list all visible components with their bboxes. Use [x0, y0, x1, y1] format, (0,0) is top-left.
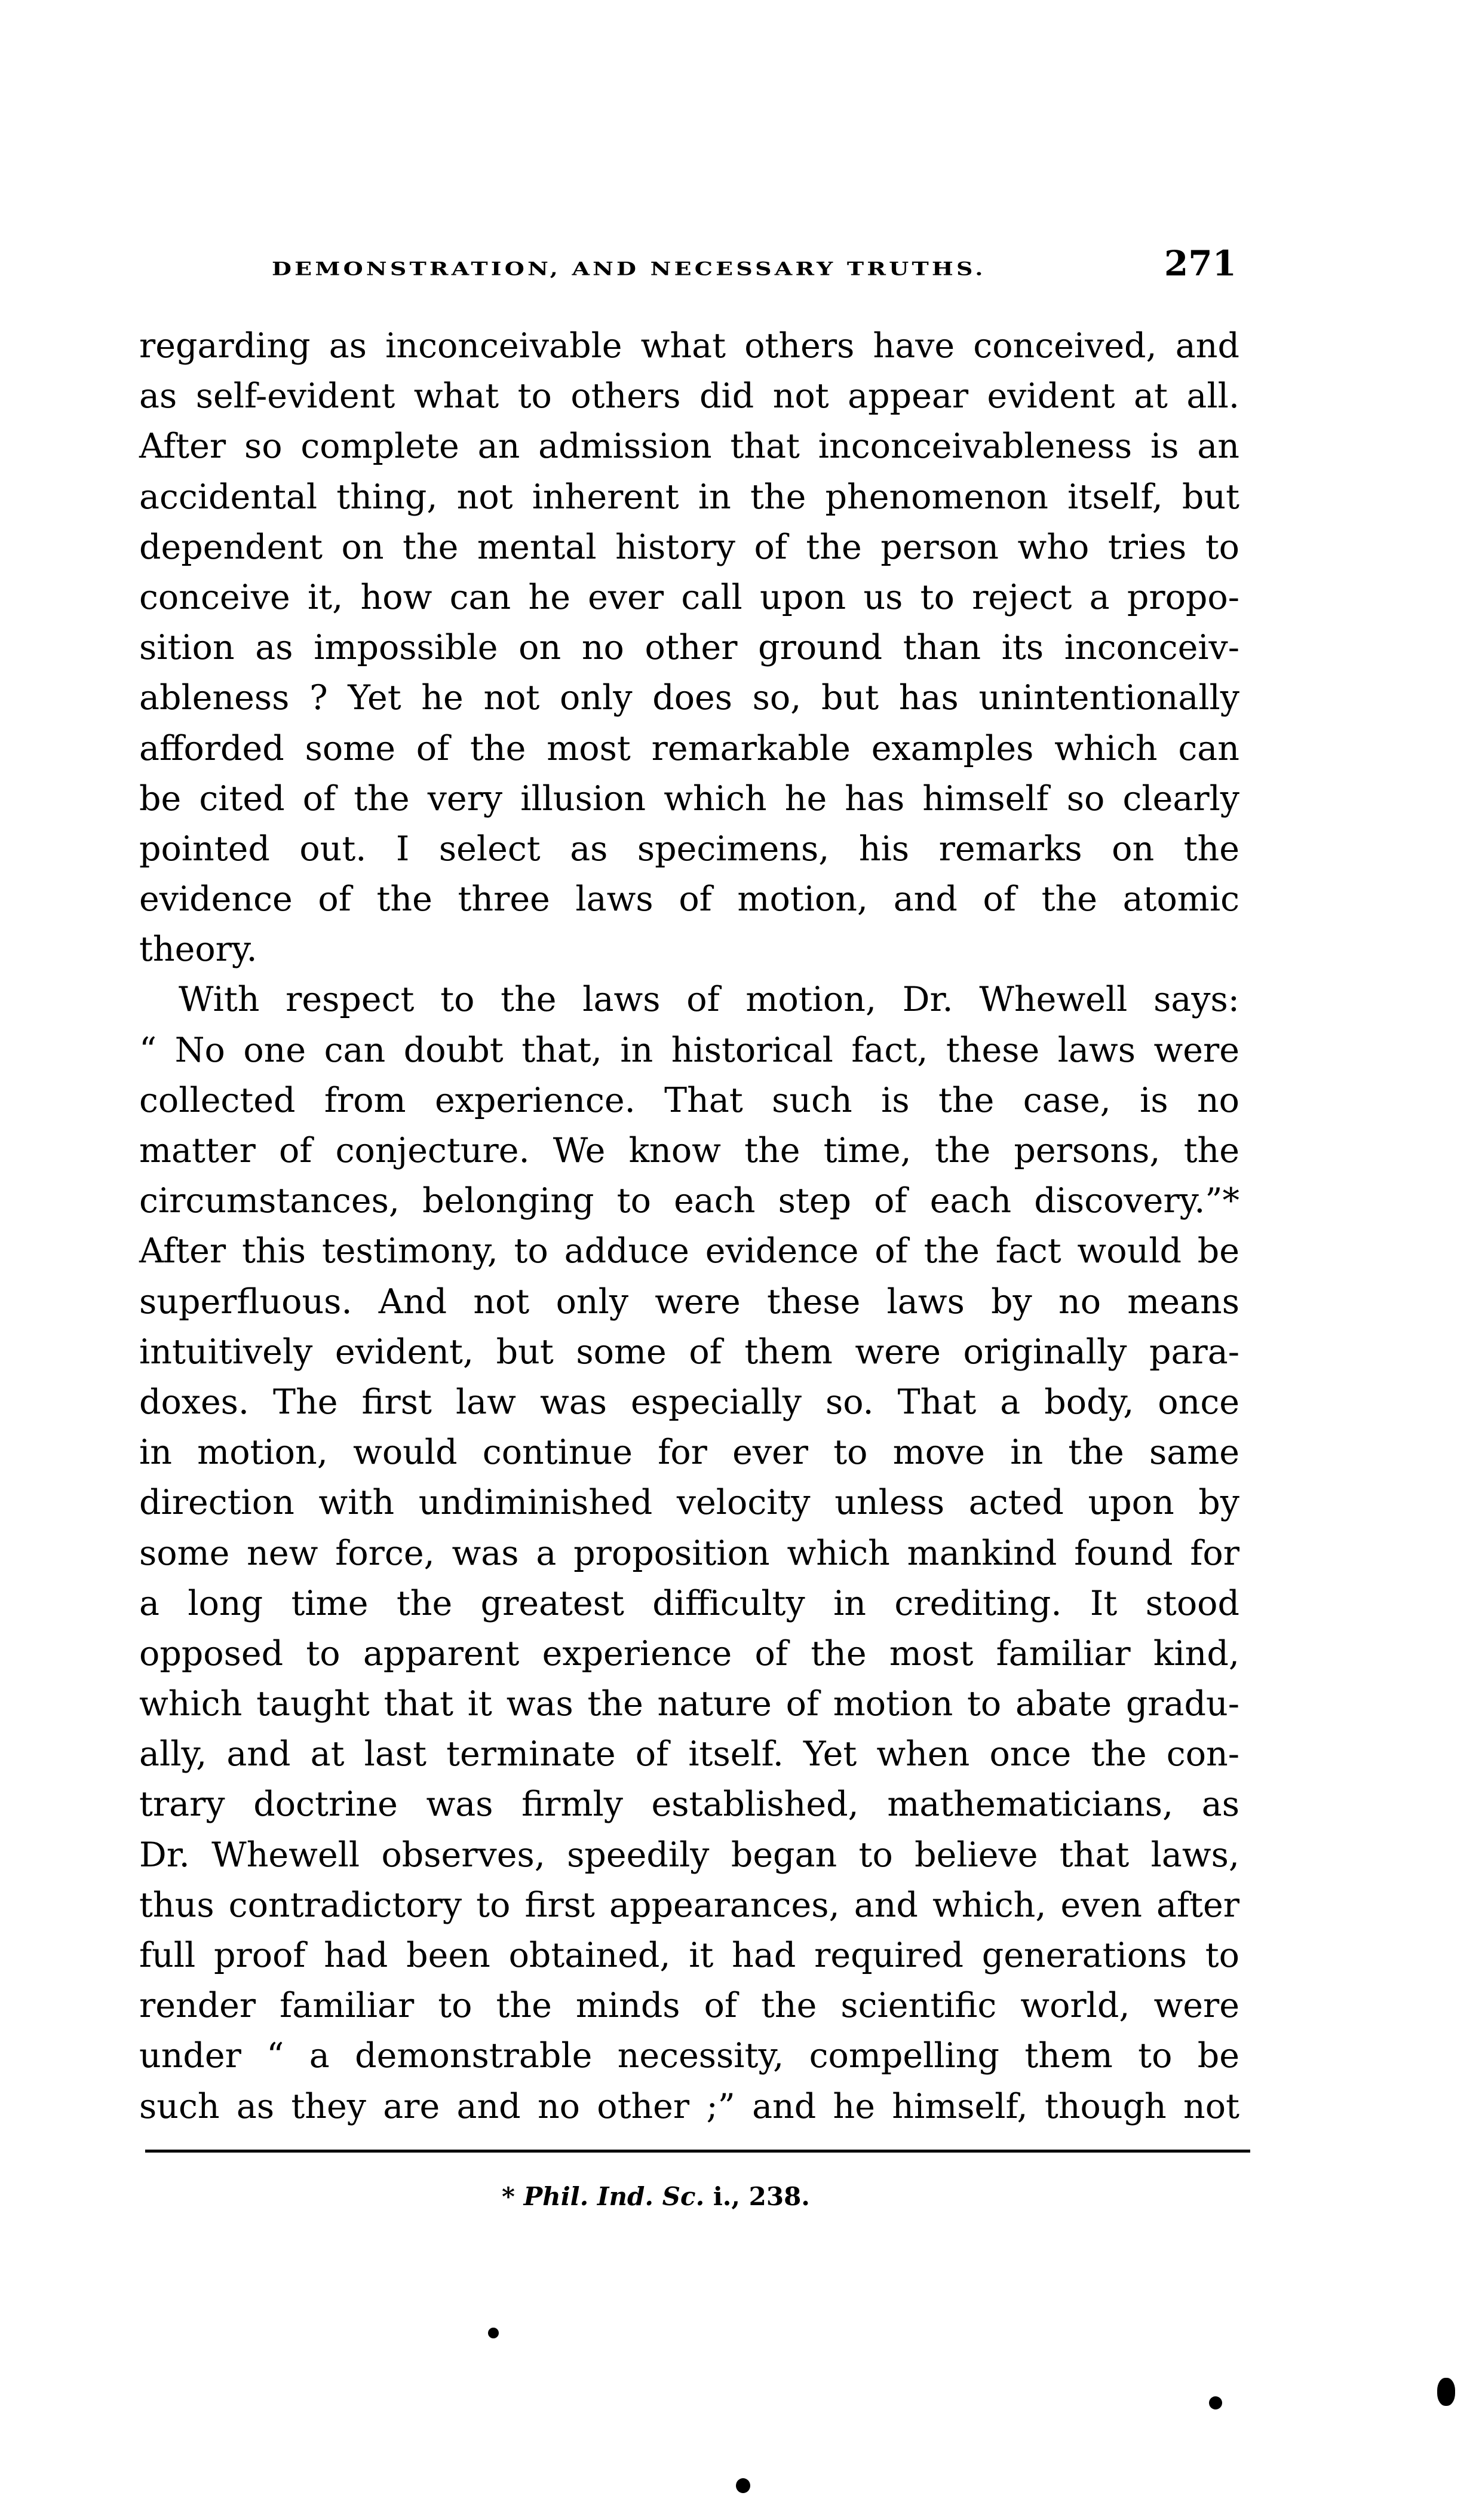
text-line: some new force, was a proposition which mankind found for: [139, 1533, 1239, 1573]
text-line: full proof had been obtained, it had required generations to: [139, 1936, 1239, 1975]
text-line: accidental thing, not inherent in the phenomenon itself, but: [139, 477, 1239, 517]
text-line: “ No one can doubt that, in historical fact, these laws were: [139, 1030, 1239, 1070]
text-line: a long time the greatest difficulty in crediting. It stood: [139, 1583, 1239, 1623]
text-line: such as they are and no other ;” and he himself, though not: [139, 2086, 1239, 2126]
text-line: opposed to apparent experience of the most familiar kind,: [139, 1633, 1239, 1673]
text-line: After this testimony, to adduce evidence of the fact would be: [139, 1231, 1239, 1271]
ink-speck: [1437, 2378, 1455, 2406]
text-line: ally, and at last terminate of itself. Yet when once the con-: [139, 1734, 1239, 1774]
text-line: intuitively evident, but some of them were originally para-: [139, 1332, 1239, 1372]
ink-speck: [736, 2478, 750, 2493]
text-line: matter of conjecture. We know the time, the persons, the: [139, 1131, 1239, 1170]
text-line: dependent on the mental history of the person who tries to: [139, 527, 1239, 567]
text-line: doxes. The first law was especially so. That a body, once: [139, 1382, 1239, 1422]
ink-speck: [1209, 2396, 1222, 2409]
text-line: conceive it, how can he ever call upon us to reject a propo-: [139, 577, 1239, 617]
text-line: be cited of the very illusion which he has himself so clearly: [139, 778, 1239, 818]
text-line: afforded some of the most remarkable examples which can: [139, 728, 1239, 768]
text-line: collected from experience. That such is the case, is no: [139, 1080, 1239, 1120]
text-line: circumstances, belonging to each step of each discovery.”*: [139, 1181, 1239, 1221]
paragraph-start-line: With respect to the laws of motion, Dr. Whewell says:: [179, 980, 1239, 1020]
text-line: regarding as inconceivable what others have conceived, and: [139, 326, 1239, 366]
text-line: sition as impossible on no other ground than its inconceiv-: [139, 628, 1239, 668]
text-line: direction with undiminished velocity unless acted upon by: [139, 1483, 1239, 1523]
text-line: in motion, would continue for ever to move in the same: [139, 1433, 1239, 1473]
running-head: [272, 243, 1236, 284]
body-text: [139, 321, 1239, 2132]
text-line: as self-evident what to others did not appear evident at all.: [139, 376, 1239, 416]
text-line: thus contradictory to first appearances, and which, even after: [139, 1885, 1239, 1925]
ink-speck: [488, 2328, 499, 2338]
footnote-reference: i., 238.: [713, 2182, 810, 2211]
text-line: under “ a demonstrable necessity, compelling them to be: [139, 2036, 1239, 2076]
text-line: which taught that it was the nature of motion to abate gradu-: [139, 1684, 1239, 1724]
text-line: Dr. Whewell observes, speedily began to believe that laws,: [139, 1835, 1239, 1875]
text-line: trary doctrine was firmly established, mathematicians, as: [139, 1785, 1239, 1825]
footnote-rule: [145, 2150, 1250, 2153]
text-line: pointed out. I select as specimens, his remarks on the: [139, 829, 1239, 869]
footnote: [502, 2182, 810, 2211]
paragraph-end-line: theory.: [139, 930, 257, 970]
footnote-citation: Phil. Ind. Sc.: [523, 2182, 705, 2211]
page-number: 271: [1164, 243, 1236, 284]
text-line: render familiar to the minds of the scientific world, were: [139, 1986, 1239, 2026]
text-line: After so complete an admission that inconceivableness is an: [139, 427, 1239, 467]
text-line: superfluous. And not only were these laws by no means: [139, 1282, 1239, 1322]
running-title: DEMONSTRATION, AND NECESSARY TRUTHS.: [272, 257, 986, 280]
text-line: ableness ? Yet he not only does so, but has unintentionally: [139, 678, 1239, 718]
text-line: evidence of the three laws of motion, and of the atomic: [139, 879, 1239, 919]
footnote-marker: *: [502, 2182, 515, 2211]
